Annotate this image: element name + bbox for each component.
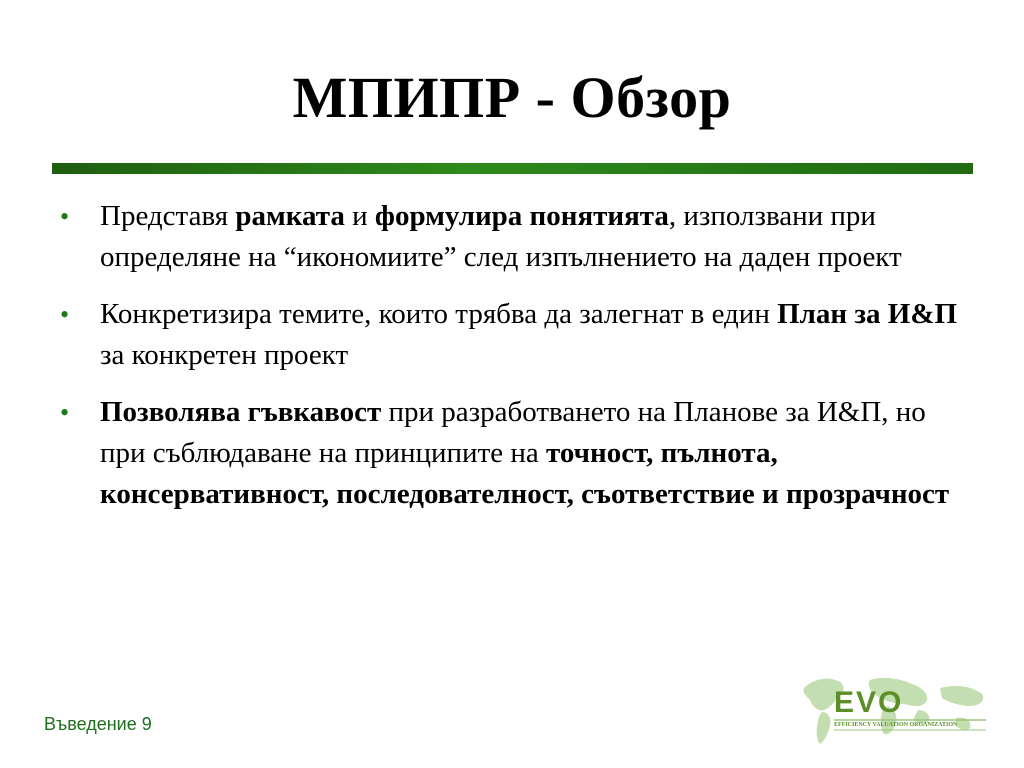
text-run: и [344,200,375,232]
bullet-item [60,392,960,515]
text-run: Представя [100,200,236,232]
bullet-list [60,196,960,531]
text-run-bold: формулира понятията [374,200,669,232]
bullet-item [60,294,960,376]
text-run-bold: точност, пълнота, консервативност, последователност, съответствие и прозрачност [100,437,950,510]
bullet-item [60,196,960,278]
text-run: , използвани при определяне на “икономиите” след изпълнението на даден проект [100,200,902,273]
evo-logo [800,668,990,748]
text-run-bold: рамката [235,200,345,232]
text-run-bold: Позволява гъвкавост [100,396,382,428]
slide-title: МПИПР - Обзор [292,65,732,130]
text-run: Конкретизира темите, които трябва да залегнат в един [100,298,778,330]
bullet-text [100,298,957,371]
bullet-dot-icon: • [60,202,70,231]
bullet-text [100,200,902,273]
text-run: при разработването на Планове за И&П, но при съблюдаване на принципите на [100,396,926,469]
title-divider [52,163,973,174]
bullet-dot-icon: • [60,398,70,427]
text-run-bold: План за И&П [777,298,958,330]
logo-wordmark: EVO [834,686,904,719]
bullet-dot-icon: • [60,300,70,329]
slide-footer: Въведение 9 [44,714,152,734]
bullet-text [100,396,949,510]
logo-tagline: EFFICIENCY VALUATION ORGANIZATION [834,722,958,728]
text-run: за конкретен проект [100,339,349,371]
